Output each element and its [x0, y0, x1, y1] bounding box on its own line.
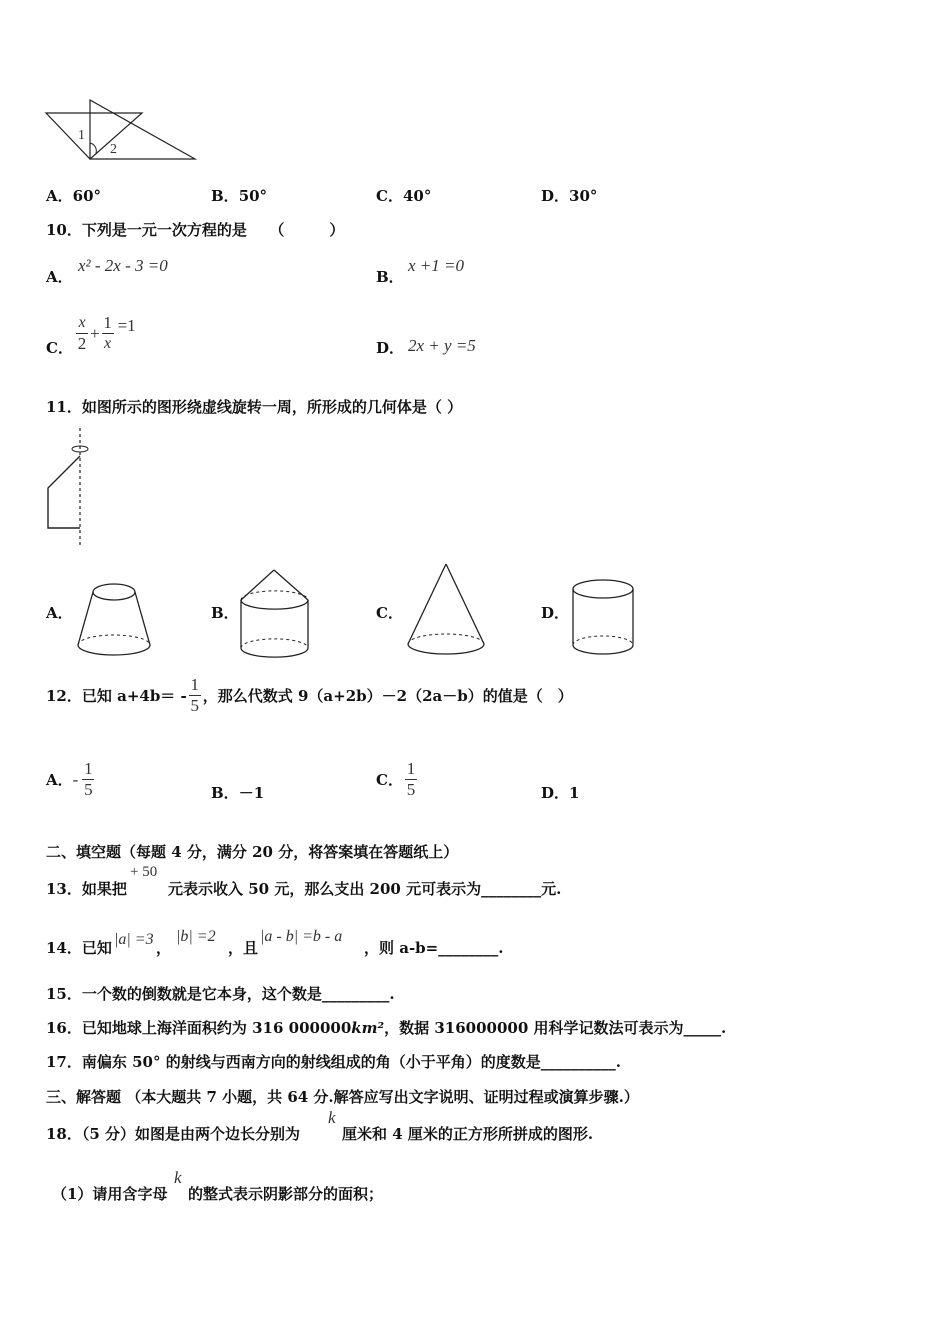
q18-var-k: k	[328, 1108, 336, 1127]
q12-stem: 12．已知 a+4b＝ - $\frac{1}{5}$ ，那么代数式 9（a+2b）－2（2a－b）的值是（ ）	[46, 675, 573, 715]
q11-cone-figure	[404, 562, 486, 658]
q11-option-a-label[interactable]: A．	[46, 604, 73, 622]
angle-2-label: 2	[110, 142, 117, 157]
q12-option-a[interactable]: A． - $\frac{1}{5}$	[46, 759, 93, 799]
q11-cylinder-figure	[570, 578, 638, 658]
q15-text: 15．一个数的倒数就是它本身，这个数是_________.	[46, 985, 395, 1003]
q10-stem: 10．下列是一元一次方程的是 （ ）	[46, 221, 345, 239]
q10-option-b-label[interactable]: B．	[376, 268, 404, 286]
q11-option-c-label[interactable]: C．	[376, 604, 403, 622]
q10-option-c-expr: $\frac{x}{2}$ + $\frac{1}{x}$ =1	[77, 313, 136, 353]
q9-triangles-figure	[40, 95, 200, 165]
q11-cone-cylinder-figure	[238, 568, 314, 660]
q18-part1-post: 的整式表示阴影部分的面积；	[188, 1185, 384, 1203]
q14-expr-1: |a| =3	[114, 931, 154, 948]
q17-text: 17．南偏东 50° 的射线与西南方向的射线组成的角（小于平角）的度数是__________.	[46, 1053, 621, 1071]
q10-option-a-label[interactable]: A．	[46, 268, 73, 286]
q11-rotation-figure	[40, 428, 100, 550]
q10-option-d-label[interactable]: D．	[376, 339, 405, 357]
q14-text-mid: ，且	[228, 939, 259, 957]
q12-option-b[interactable]: B．－1	[211, 784, 265, 802]
q10-option-a-expr: x² - 2x - 3 =0	[78, 256, 168, 275]
q9-option-a[interactable]: A．60°	[46, 187, 102, 205]
q18-text-pre: 18．（5 分）如图是由两个边长分别为	[46, 1125, 301, 1143]
q11-stem: 11．如图所示的图形绕虚线旋转一周，所形成的几何体是（ ）	[46, 398, 463, 416]
q18-text-post: 厘米和 4 厘米的正方形所拼成的图形.	[342, 1125, 594, 1143]
q18-part1-pre: （1）请用含字母	[52, 1185, 168, 1203]
q13-text-pre: 13．如果把	[46, 880, 127, 898]
q16-text: 16．已知地球上海洋面积约为 316 000000 km² ，数据 316000000 用科学记数法可表示为_____.	[46, 1019, 727, 1037]
q12-option-c[interactable]: C． $\frac{1}{5}$	[376, 759, 416, 799]
q9-option-b[interactable]: B．50°	[211, 187, 268, 205]
q10-option-b-expr: x +1 =0	[408, 256, 464, 275]
q11-frustum-figure	[76, 582, 156, 660]
section-2-heading: 二、填空题（每题 4 分，满分 20 分，将答案填在答题纸上）	[46, 843, 459, 861]
q14-text-pre: 14．已知	[46, 939, 112, 957]
q12-option-d[interactable]: D．1	[541, 784, 580, 802]
q14-expr-3: |a - b| =b - a	[260, 928, 343, 945]
q9-option-d[interactable]: D．30°	[541, 187, 598, 205]
q10-option-d-expr: 2x + y =5	[408, 336, 476, 355]
q13-plus-50: + 50	[130, 864, 158, 880]
q14-text-post: ，则 a-b=________.	[364, 939, 504, 957]
q11-option-d-label[interactable]: D．	[541, 604, 570, 622]
q14-expr-2: |b| =2	[176, 928, 216, 945]
q18-part1-var-k: k	[174, 1168, 182, 1187]
q10-option-c-label[interactable]: C．	[46, 339, 73, 357]
q14-comma: ，	[156, 939, 172, 957]
angle-1-label: 1	[78, 128, 85, 143]
q13-text-post: 元表示收入 50 元，那么支出 200 元可表示为________元.	[168, 880, 562, 898]
q11-option-b-label[interactable]: B．	[211, 604, 239, 622]
section-3-heading: 三、解答题 （本大题共 7 小题，共 64 分.解答应写出文字说明、证明过程或演算步骤.）	[46, 1088, 639, 1106]
q9-option-c[interactable]: C．40°	[376, 187, 432, 205]
